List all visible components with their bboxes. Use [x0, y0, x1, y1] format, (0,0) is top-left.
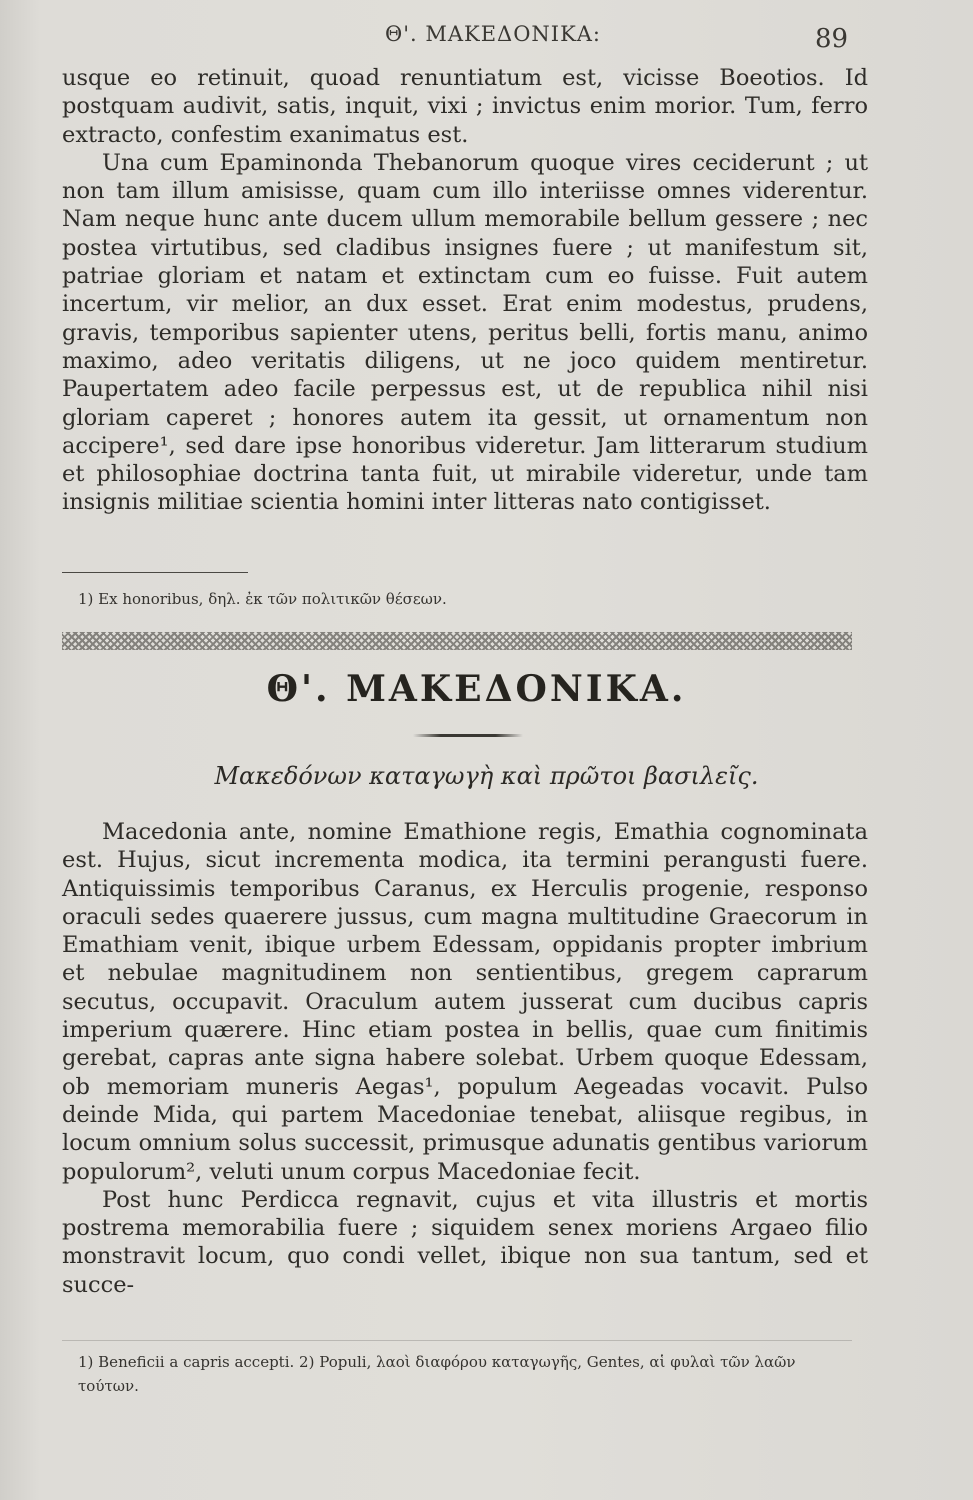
- paragraph: usque eo retinuit, quoad renuntiatum est, vicisse Boeotios. Id postquam audivit, satis, inquit, vixi ; invictus enim morior. Tum, ferro extracto, confestim exanimatus est.: [62, 65, 868, 148]
- footnote-divider: [62, 572, 248, 573]
- page-number: 89: [815, 24, 849, 54]
- ornamental-border: [62, 632, 852, 650]
- body-text-main: [62, 818, 868, 1299]
- chapter-subtitle: Μακεδόνων καταγωγὴ καὶ πρῶτοι βασιλεῖς.: [214, 762, 759, 790]
- footnote-divider-bottom: [62, 1340, 852, 1341]
- paragraph: Macedonia ante, nomine Emathione regis, Emathia cognominata est. Hujus, sicut incrementa modica, ita termini perangusti fuere. Antiquissimis temporibus Caranus, ex Herculis progenie, responso oraculi sedes quaerere jussus, cum magna multitudine Graecorum in Emathiam venit, ibique urbem Edessam, oppidanis propter imbrium et nebulae magnitudinem non sentientibus, gregem caprarum secutus, occupavit. Oraculum autem jusserat cum ducibus capris imperium quærere. Hinc etiam postea in bellis, quae cum finitimis gerebat, capras ante signa habere solebat. Urbem quoque Edessam, ob memoriam muneris Aegas¹, populum Aegeadas vocavit. Pulso deinde Mida, qui partem Macedoniae tenebat, aliisque regibus, in locum omnium solus successit, primusque adunatis gentibus variorum populorum², veluti unum corpus Macedoniae fecit.: [62, 819, 868, 1185]
- title-divider: [413, 734, 523, 737]
- footnote-bottom: 1) Beneficii a capris accepti. 2) Populi, λαοὶ διαφόρου καταγωγῆς, Gentes, αἱ φυλαὶ τῶν λαῶν τούτων.: [78, 1353, 796, 1395]
- paragraph: Una cum Epaminonda Thebanorum quoque vires ceciderunt ; ut non tam illum amisisse, quam cum illo interiisse omnes viderentur. Nam neque hunc ante ducem ullum memorabile bellum gessere ; nec postea virtutibus, sed cladibus insignes fuere ; ut manifestum sit, patriae gloriam et natam et extinctam cum eo fuisse. Fuit autem incertum, vir melior, an dux esset. Erat enim modestus, prudens, gravis, temporibus sapienter utens, peritus belli, fortis manu, animo maximo, adeo veritatis diligens, ut ne joco quidem mentiretur. Paupertatem adeo facile perpessus est, ut de republica nihil nisi gloriam caperet ; honores autem ita gessit, ut ornamentum non accipere¹, sed dare ipse honoribus videretur. Jam litterarum studium et philosophiae doctrina tanta fuit, ut mirabile videretur, unde tam insignis militiae scientia homini inter litteras nato contigisset.: [62, 149, 868, 516]
- chapter-title: Θ'. ΜΑΚΕΔΟΝΙΚΑ.: [266, 668, 687, 710]
- body-text-top: [62, 64, 868, 517]
- footnote-top: 1) Ex honoribus, δηλ. ἐκ τῶν πολιτικῶν θέσεων.: [78, 590, 447, 608]
- running-head: Θ'. ΜΑΚΕΔΟΝΙΚΑ:: [385, 22, 602, 46]
- page-header: [0, 18, 973, 58]
- paragraph: Post hunc Perdicca regnavit, cujus et vita illustris et mortis postrema memorabilia fuere ; siquidem senex moriens Argaeo filio monstravit locum, quo condi vellet, ibique non sua tantum, sed et succe-: [62, 1186, 868, 1298]
